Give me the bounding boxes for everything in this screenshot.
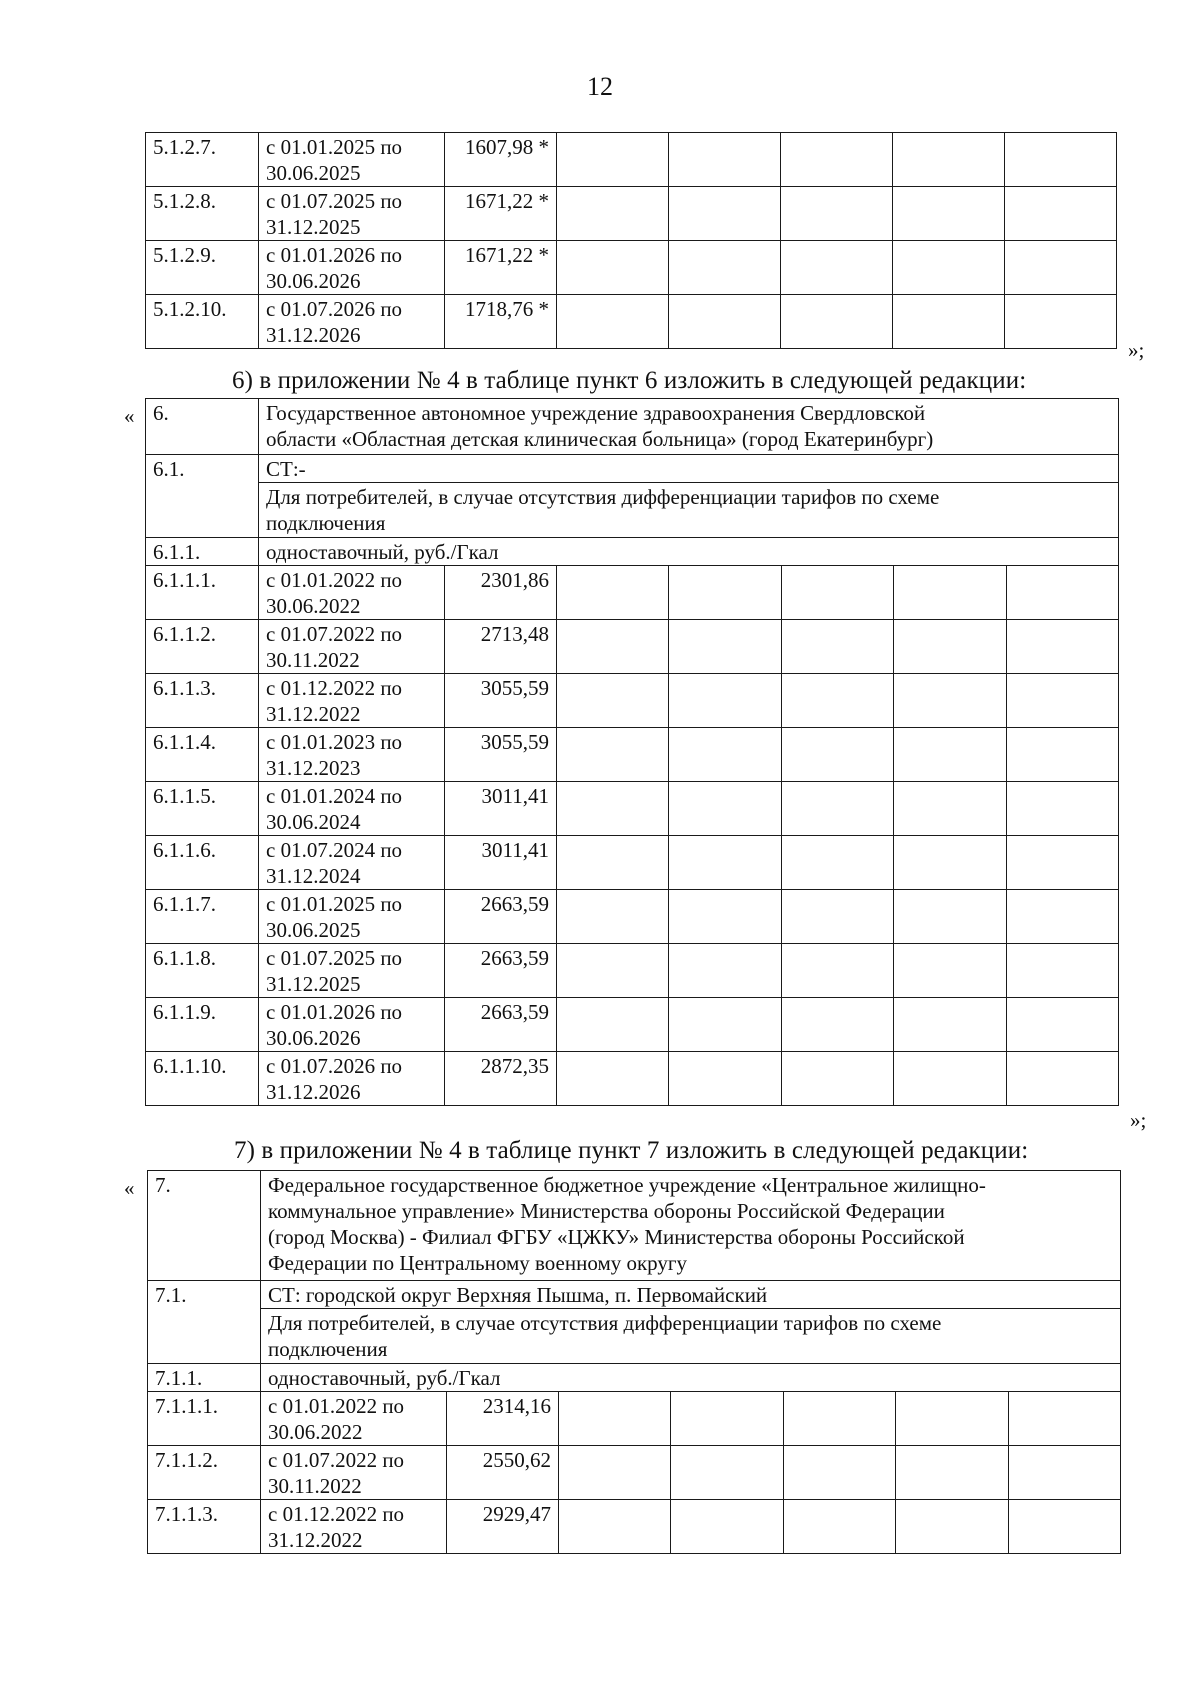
empty-cell xyxy=(1006,620,1118,674)
rate-row xyxy=(148,1364,1121,1392)
empty-cell xyxy=(557,890,669,944)
row-value: 2663,59 xyxy=(445,890,557,944)
table-row xyxy=(148,1446,1121,1500)
empty-cell xyxy=(1006,1052,1118,1106)
row-value: 2929,47 xyxy=(447,1500,559,1554)
empty-cell xyxy=(557,1052,669,1106)
row-number: 6.1.1.8. xyxy=(146,944,259,998)
empty-cell xyxy=(1008,1392,1120,1446)
st-row xyxy=(146,455,1119,483)
closing-quote-6: »; xyxy=(1130,1108,1147,1132)
rate-row xyxy=(146,538,1119,566)
row-value: 2663,59 xyxy=(445,944,557,998)
st-number: 7.1. xyxy=(148,1281,261,1364)
row-period: с 01.07.2024 по 31.12.2024 xyxy=(259,836,445,890)
row-period: с 01.07.2026 по 31.12.2026 xyxy=(259,295,445,349)
empty-cell xyxy=(783,1392,895,1446)
empty-cell xyxy=(559,1500,671,1554)
empty-cell xyxy=(893,241,1005,295)
empty-cell xyxy=(781,728,893,782)
empty-cell xyxy=(557,241,669,295)
empty-cell xyxy=(1008,1446,1120,1500)
empty-cell xyxy=(894,674,1006,728)
empty-cell xyxy=(557,674,669,728)
row-period: с 01.12.2022 по 31.12.2022 xyxy=(261,1500,447,1554)
empty-cell xyxy=(894,566,1006,620)
table-body xyxy=(146,133,1117,349)
table-row xyxy=(146,566,1119,620)
row-number: 5.1.2.10. xyxy=(146,295,259,349)
row-number: 6.1.1.10. xyxy=(146,1052,259,1106)
empty-cell xyxy=(669,566,781,620)
empty-cell xyxy=(896,1446,1008,1500)
empty-cell xyxy=(557,187,669,241)
row-period: с 01.01.2026 по 30.06.2026 xyxy=(259,241,445,295)
table-row xyxy=(146,187,1117,241)
empty-cell xyxy=(781,620,893,674)
empty-cell xyxy=(781,944,893,998)
empty-cell xyxy=(559,1392,671,1446)
empty-cell xyxy=(781,1052,893,1106)
row-value: 2663,59 xyxy=(445,998,557,1052)
row-number: 6.1.1.6. xyxy=(146,836,259,890)
row-value: 2314,16 xyxy=(447,1392,559,1446)
consumers-row xyxy=(146,483,1119,538)
row-number: 7.1.1.1. xyxy=(148,1392,261,1446)
empty-cell xyxy=(1006,998,1118,1052)
empty-cell xyxy=(896,1500,1008,1554)
row-period: с 01.01.2023 по 31.12.2023 xyxy=(259,728,445,782)
empty-cell xyxy=(893,295,1005,349)
empty-cell xyxy=(1005,295,1117,349)
table-item5-continuation xyxy=(145,132,1117,349)
empty-cell xyxy=(781,998,893,1052)
row-value: 1607,98 * xyxy=(445,133,557,187)
empty-cell xyxy=(669,782,781,836)
org-name: Федеральное государственное бюджетное учреждение «Центральное жилищно- коммунальное управление» Министерства обороны Российской Федерации (город Москва) - Филиал ФГБУ «ЦЖКУ» Министерства обороны Российской Федерации по Центральному военному округу xyxy=(261,1171,1121,1281)
empty-cell xyxy=(669,728,781,782)
empty-cell xyxy=(1006,728,1118,782)
row-period: с 01.01.2022 по 30.06.2022 xyxy=(261,1392,447,1446)
table-row xyxy=(146,782,1119,836)
table-body xyxy=(146,566,1119,1106)
empty-cell xyxy=(557,620,669,674)
empty-cell xyxy=(669,241,781,295)
table-row xyxy=(146,133,1117,187)
empty-cell xyxy=(557,782,669,836)
table-row xyxy=(146,295,1117,349)
table-row xyxy=(146,836,1119,890)
org-name: Государственное автономное учреждение здравоохранения Свердловской области «Областная детская клиническая больница» (город Екатеринбург) xyxy=(259,399,1119,455)
closing-quote-5: »; xyxy=(1128,338,1145,362)
empty-cell xyxy=(1006,566,1118,620)
empty-cell xyxy=(671,1500,783,1554)
empty-cell xyxy=(781,782,893,836)
row-number: 7.1.1.3. xyxy=(148,1500,261,1554)
empty-cell xyxy=(669,998,781,1052)
empty-cell xyxy=(1006,890,1118,944)
row-value: 1671,22 * xyxy=(445,241,557,295)
row-period: с 01.01.2022 по 30.06.2022 xyxy=(259,566,445,620)
row-period: с 01.01.2025 по 30.06.2025 xyxy=(259,133,445,187)
empty-cell xyxy=(557,728,669,782)
page-number: 12 xyxy=(587,72,613,101)
row-value: 3011,41 xyxy=(445,782,557,836)
st-row xyxy=(148,1281,1121,1309)
empty-cell xyxy=(1005,187,1117,241)
row-period: с 01.01.2024 по 30.06.2024 xyxy=(259,782,445,836)
row-value: 2872,35 xyxy=(445,1052,557,1106)
org-number: 6. xyxy=(146,399,259,455)
row-number: 5.1.2.7. xyxy=(146,133,259,187)
table-row xyxy=(148,1500,1121,1554)
empty-cell xyxy=(894,836,1006,890)
st-text: СТ: городской округ Верхняя Пышма, п. Первомайский xyxy=(261,1281,1121,1309)
instruction-item6: 6) в приложении № 4 в таблице пункт 6 изложить в следующей редакции: xyxy=(232,367,1027,394)
empty-cell xyxy=(669,890,781,944)
empty-cell xyxy=(894,944,1006,998)
empty-cell xyxy=(781,836,893,890)
empty-cell xyxy=(559,1446,671,1500)
empty-cell xyxy=(669,187,781,241)
table-row xyxy=(146,241,1117,295)
row-value: 2550,62 xyxy=(447,1446,559,1500)
table-body xyxy=(148,1392,1121,1554)
table-row xyxy=(146,944,1119,998)
empty-cell xyxy=(1006,836,1118,890)
empty-cell xyxy=(669,133,781,187)
row-period: с 01.01.2025 по 30.06.2025 xyxy=(259,890,445,944)
row-value: 3011,41 xyxy=(445,836,557,890)
empty-cell xyxy=(1008,1500,1120,1554)
row-number: 5.1.2.8. xyxy=(146,187,259,241)
table-row xyxy=(146,998,1119,1052)
empty-cell xyxy=(671,1446,783,1500)
row-number: 6.1.1.9. xyxy=(146,998,259,1052)
instruction-item7: 7) в приложении № 4 в таблице пункт 7 изложить в следующей редакции: xyxy=(234,1137,1029,1164)
empty-cell xyxy=(1006,944,1118,998)
table-row xyxy=(148,1392,1121,1446)
row-value: 3055,59 xyxy=(445,728,557,782)
row-period: с 01.12.2022 по 31.12.2022 xyxy=(259,674,445,728)
rate-number: 7.1.1. xyxy=(148,1364,261,1392)
empty-cell xyxy=(669,295,781,349)
empty-cell xyxy=(781,241,893,295)
empty-cell xyxy=(669,1052,781,1106)
empty-cell xyxy=(781,890,893,944)
empty-cell xyxy=(1006,782,1118,836)
org-row xyxy=(148,1171,1121,1281)
table-item7 xyxy=(147,1170,1121,1554)
consumers-text: Для потребителей, в случае отсутствия дифференциации тарифов по схеме подключения xyxy=(261,1309,1121,1364)
empty-cell xyxy=(894,782,1006,836)
row-number: 6.1.1.2. xyxy=(146,620,259,674)
empty-cell xyxy=(894,1052,1006,1106)
empty-cell xyxy=(783,1446,895,1500)
row-number: 6.1.1.1. xyxy=(146,566,259,620)
empty-cell xyxy=(781,133,893,187)
empty-cell xyxy=(1005,241,1117,295)
table-row xyxy=(146,674,1119,728)
empty-cell xyxy=(1005,133,1117,187)
empty-cell xyxy=(894,890,1006,944)
table-row xyxy=(146,620,1119,674)
row-period: с 01.07.2022 по 30.11.2022 xyxy=(261,1446,447,1500)
row-number: 6.1.1.4. xyxy=(146,728,259,782)
org-number: 7. xyxy=(148,1171,261,1281)
row-number: 6.1.1.5. xyxy=(146,782,259,836)
row-period: с 01.07.2026 по 31.12.2026 xyxy=(259,1052,445,1106)
empty-cell xyxy=(896,1392,1008,1446)
empty-cell xyxy=(669,944,781,998)
row-period: с 01.07.2025 по 31.12.2025 xyxy=(259,944,445,998)
table-item6 xyxy=(145,398,1119,1106)
st-text: СТ:- xyxy=(259,455,1119,483)
row-number: 5.1.2.9. xyxy=(146,241,259,295)
table-row xyxy=(146,1052,1119,1106)
empty-cell xyxy=(781,295,893,349)
row-period: с 01.07.2022 по 30.11.2022 xyxy=(259,620,445,674)
row-value: 1718,76 * xyxy=(445,295,557,349)
open-quote-6: « xyxy=(124,404,135,428)
empty-cell xyxy=(1006,674,1118,728)
empty-cell xyxy=(557,836,669,890)
org-row xyxy=(146,399,1119,455)
row-value: 3055,59 xyxy=(445,674,557,728)
empty-cell xyxy=(893,133,1005,187)
empty-cell xyxy=(781,674,893,728)
empty-cell xyxy=(557,566,669,620)
open-quote-7: « xyxy=(124,1176,135,1200)
row-period: с 01.01.2026 по 30.06.2026 xyxy=(259,998,445,1052)
empty-cell xyxy=(669,620,781,674)
empty-cell xyxy=(671,1392,783,1446)
empty-cell xyxy=(781,566,893,620)
table-row xyxy=(146,890,1119,944)
empty-cell xyxy=(894,998,1006,1052)
empty-cell xyxy=(557,133,669,187)
empty-cell xyxy=(894,728,1006,782)
row-value: 1671,22 * xyxy=(445,187,557,241)
rate-number: 6.1.1. xyxy=(146,538,259,566)
empty-cell xyxy=(557,998,669,1052)
row-period: с 01.07.2025 по 31.12.2025 xyxy=(259,187,445,241)
row-number: 6.1.1.7. xyxy=(146,890,259,944)
empty-cell xyxy=(781,187,893,241)
st-number: 6.1. xyxy=(146,455,259,538)
empty-cell xyxy=(783,1500,895,1554)
consumers-text: Для потребителей, в случае отсутствия дифференциации тарифов по схеме подключения xyxy=(259,483,1119,538)
row-value: 2713,48 xyxy=(445,620,557,674)
empty-cell xyxy=(893,187,1005,241)
consumers-row xyxy=(148,1309,1121,1364)
row-number: 6.1.1.3. xyxy=(146,674,259,728)
row-value: 2301,86 xyxy=(445,566,557,620)
rate-text: одноставочный, руб./Гкал xyxy=(261,1364,1121,1392)
empty-cell xyxy=(669,674,781,728)
empty-cell xyxy=(557,944,669,998)
empty-cell xyxy=(557,295,669,349)
empty-cell xyxy=(669,836,781,890)
rate-text: одноставочный, руб./Гкал xyxy=(259,538,1119,566)
table-row xyxy=(146,728,1119,782)
empty-cell xyxy=(894,620,1006,674)
row-number: 7.1.1.2. xyxy=(148,1446,261,1500)
